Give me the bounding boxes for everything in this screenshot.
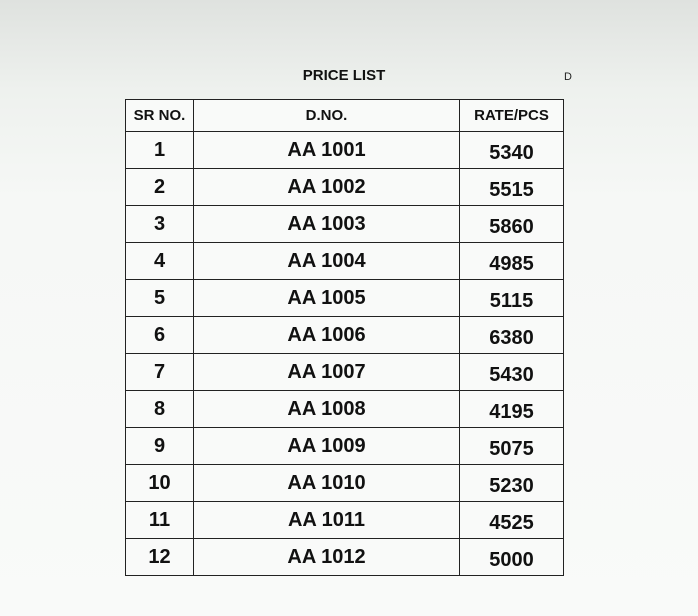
rate-value: 4195: [489, 400, 534, 423]
sr-no-cell: 4: [126, 243, 194, 280]
rate-cell: [460, 391, 564, 428]
rate-cell: [460, 317, 564, 354]
design-number-cell: AA 1004: [194, 243, 460, 280]
design-number-cell: AA 1008: [194, 391, 460, 428]
sr-no-cell: 9: [126, 428, 194, 465]
sr-no-cell: 10: [126, 465, 194, 502]
table-row: [126, 132, 564, 169]
sr-no-cell: 11: [126, 502, 194, 539]
design-number-cell: AA 1012: [194, 539, 460, 576]
design-number-cell: AA 1010: [194, 465, 460, 502]
column-header-rate: RATE/PCS: [460, 100, 564, 132]
sr-no-cell: 8: [126, 391, 194, 428]
table-row: [126, 465, 564, 502]
column-header-d-no: D.NO.: [194, 100, 460, 132]
rate-cell: [460, 132, 564, 169]
rate-cell: [460, 465, 564, 502]
rate-cell: [460, 169, 564, 206]
rate-cell: [460, 206, 564, 243]
rate-value: 4525: [489, 511, 534, 534]
design-number-cell: AA 1007: [194, 354, 460, 391]
design-number-cell: AA 1005: [194, 280, 460, 317]
rate-cell: [460, 354, 564, 391]
table-row: [126, 206, 564, 243]
table-row: [126, 169, 564, 206]
rate-value: 4985: [489, 252, 534, 275]
page-title: PRICE LIST: [302, 67, 386, 84]
rate-cell: [460, 280, 564, 317]
price-table: [125, 99, 564, 576]
design-number-cell: AA 1003: [194, 206, 460, 243]
rate-cell: [460, 428, 564, 465]
sr-no-cell: 12: [126, 539, 194, 576]
header-row: [126, 100, 564, 132]
design-number-cell: AA 1006: [194, 317, 460, 354]
column-header-sr-no: SR NO.: [126, 100, 194, 132]
table-row: [126, 391, 564, 428]
rate-value: 5075: [489, 437, 534, 460]
rate-value: 5515: [489, 178, 534, 201]
table-row: [126, 280, 564, 317]
rate-value: 5115: [489, 289, 534, 312]
design-number-cell: AA 1001: [194, 132, 460, 169]
price-table-body: [126, 132, 564, 576]
table-row: [126, 243, 564, 280]
sr-no-cell: 5: [126, 280, 194, 317]
sr-no-cell: 7: [126, 354, 194, 391]
rate-cell: [460, 502, 564, 539]
rate-cell: [460, 539, 564, 576]
sr-no-cell: 1: [126, 132, 194, 169]
rate-value: 5430: [489, 363, 534, 386]
rate-value: 5000: [489, 548, 534, 571]
rate-value: 5340: [489, 141, 534, 164]
table-row: [126, 317, 564, 354]
design-number-cell: AA 1009: [194, 428, 460, 465]
sr-no-cell: 6: [126, 317, 194, 354]
table-row: [126, 354, 564, 391]
table-row: [126, 539, 564, 576]
rate-cell: [460, 243, 564, 280]
sr-no-cell: 3: [126, 206, 194, 243]
rate-value: 5230: [489, 474, 534, 497]
design-number-cell: AA 1002: [194, 169, 460, 206]
table-row: [126, 502, 564, 539]
corner-mark: D: [564, 71, 572, 83]
design-number-cell: AA 1011: [194, 502, 460, 539]
table-row: [126, 428, 564, 465]
sr-no-cell: 2: [126, 169, 194, 206]
rate-value: 6380: [489, 326, 534, 349]
rate-value: 5860: [489, 215, 534, 238]
